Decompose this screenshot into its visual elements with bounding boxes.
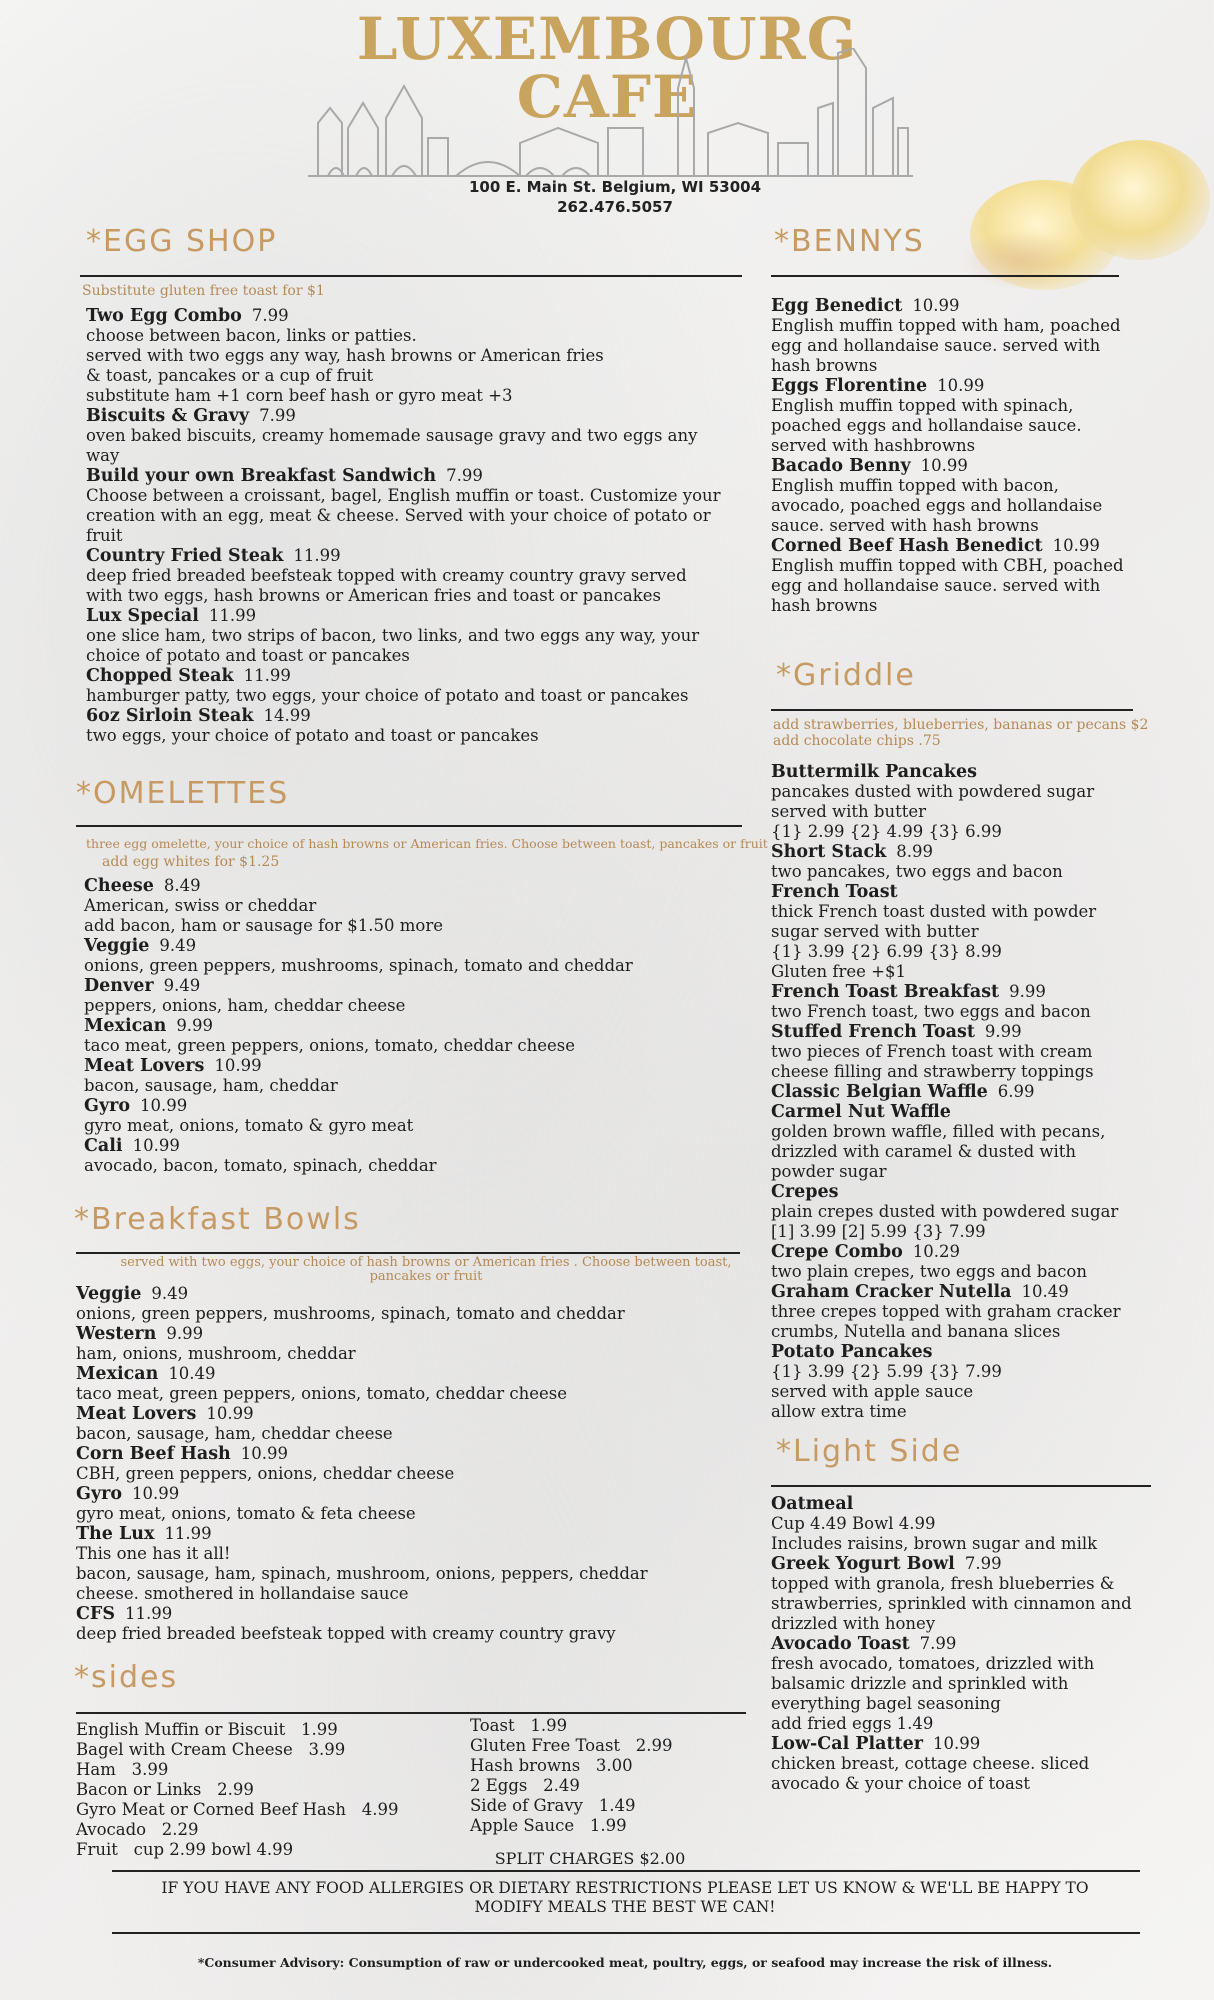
item-description: two pancakes, two eggs and bacon — [771, 862, 1063, 881]
item-name: Cheese — [84, 876, 154, 896]
menu-item — [86, 546, 746, 606]
item-name: Corn Beef Hash — [76, 1444, 231, 1464]
menu-item — [771, 1082, 1191, 1102]
menu-item — [84, 876, 744, 936]
side-item: Ham 3.99 — [76, 1760, 169, 1779]
menu-item — [76, 1604, 740, 1644]
menu-item — [76, 1484, 740, 1524]
menu-item — [771, 1494, 1191, 1554]
item-name: Meat Lovers — [84, 1056, 205, 1076]
item-description: three crepes topped with graham cracker crumbs, Nutella and banana slices — [771, 1302, 1121, 1341]
item-description: deep fried breaded beefsteak topped with creamy country gravy — [76, 1624, 616, 1643]
split-charges: SPLIT CHARGES $2.00 — [494, 1849, 686, 1868]
item-name: Bacado Benny — [771, 456, 911, 476]
item-price: 9.99 — [176, 1016, 214, 1035]
item-name: Mexican — [76, 1364, 159, 1384]
menu-item — [771, 1102, 1191, 1182]
item-price: 7.99 — [964, 1554, 1002, 1573]
item-price: 11.99 — [243, 666, 291, 685]
item-name: The Lux — [76, 1524, 155, 1544]
side-item: Gluten Free Toast 2.99 — [470, 1736, 673, 1755]
griddle-note: add strawberries, blueberries, bananas or pecans $2 add chocolate chips .75 — [773, 717, 1149, 749]
sides-rule — [76, 1712, 746, 1714]
item-name: Cali — [84, 1136, 123, 1156]
item-price: 8.49 — [163, 876, 201, 895]
item-price: 10.49 — [1021, 1282, 1069, 1301]
menu-item — [771, 762, 1191, 842]
egg-shop-title: *EGG SHOP — [86, 224, 278, 259]
item-price: 10.99 — [912, 296, 960, 315]
item-name: Crepe Combo — [771, 1242, 903, 1262]
side-item: Fruit cup 2.99 bowl 4.99 — [76, 1840, 294, 1859]
logo-line-2: CAFE — [516, 63, 698, 131]
item-price: 10.99 — [240, 1444, 289, 1463]
side-item: Toast 1.99 — [470, 1716, 568, 1735]
item-description: CBH, green peppers, onions, cheddar cheese — [76, 1464, 455, 1483]
item-price: 9.49 — [151, 1284, 189, 1303]
sides-right-list — [470, 1716, 730, 1836]
eggs-benedict-photo — [960, 140, 1214, 320]
bennys-list — [771, 296, 1181, 616]
omelettes-note: three egg omelette, your choice of hash browns or American fries. Choose between toast, pancakes or fruit — [86, 836, 768, 851]
menu-item — [76, 1324, 740, 1364]
item-description: American, swiss or cheddar add bacon, ham or sausage for $1.50 more — [84, 896, 444, 935]
item-description: golden brown waffle, filled with pecans, drizzled with caramel & dusted with powder sugar — [771, 1122, 1106, 1181]
item-description: English muffin topped with CBH, poached egg and hollandaise sauce. served with hash browns — [771, 556, 1124, 615]
item-description: chicken breast, cottage cheese. sliced avocado & your choice of toast — [771, 1754, 1090, 1793]
item-name: Western — [76, 1324, 157, 1344]
item-name: Oatmeal — [771, 1494, 854, 1514]
omelettes-rule — [76, 825, 742, 827]
egg-shop-rule — [80, 275, 742, 277]
item-description: onions, green peppers, mushrooms, spinach, tomato and cheddar — [76, 1304, 625, 1323]
address: 100 E. Main St. Belgium, WI 53004 — [468, 178, 762, 196]
breakfast-bowls-note: served with two eggs, your choice of hash browns or American fries . Choose between toast, pancakes or fruit — [120, 1255, 732, 1284]
menu-item — [771, 1342, 1191, 1422]
item-name: Meat Lovers — [76, 1404, 197, 1424]
menu-item — [771, 1182, 1191, 1242]
item-price: 9.99 — [984, 1022, 1022, 1041]
item-name: Potato Pancakes — [771, 1342, 933, 1362]
item-name: 6oz Sirloin Steak — [86, 706, 254, 726]
item-description: peppers, onions, ham, cheddar cheese — [84, 996, 406, 1015]
item-description: bacon, sausage, ham, cheddar cheese — [76, 1424, 393, 1443]
griddle-title: *Griddle — [776, 658, 916, 693]
item-price: 10.49 — [168, 1364, 216, 1383]
item-description: two plain crepes, two eggs and bacon — [771, 1262, 1087, 1281]
menu-item — [771, 882, 1191, 982]
item-description: two eggs, your choice of potato and toast or pancakes — [86, 726, 539, 745]
item-price: 11.99 — [125, 1604, 173, 1623]
item-name: Classic Belgian Waffle — [771, 1082, 988, 1102]
item-price: 14.99 — [263, 706, 311, 725]
item-description: pancakes dusted with powdered sugar served with butter {1} 2.99 {2} 4.99 {3} 6.99 — [771, 782, 1095, 841]
item-description: gyro meat, onions, tomato & feta cheese — [76, 1504, 416, 1523]
item-name: Low-Cal Platter — [771, 1734, 923, 1754]
item-description: oven baked biscuits, creamy homemade sausage gravy and two eggs any way — [86, 426, 698, 465]
item-price: 10.99 — [132, 1484, 180, 1503]
item-description: taco meat, green peppers, onions, tomato, cheddar cheese — [76, 1384, 567, 1403]
item-price: 6.99 — [997, 1082, 1035, 1101]
menu-item — [86, 306, 746, 406]
item-description: ham, onions, mushroom, cheddar — [76, 1344, 356, 1363]
omelettes-egg-whites-note: add egg whites for $1.25 — [102, 854, 280, 870]
logo-line-1: LUXEMBOURG — [356, 5, 858, 73]
menu-item — [84, 1056, 744, 1096]
menu-item — [84, 936, 744, 976]
menu-item — [771, 376, 1181, 456]
menu-item — [86, 706, 746, 746]
menu-item — [771, 456, 1181, 536]
sides-left-list — [76, 1720, 456, 1860]
side-item: Bagel with Cream Cheese 3.99 — [76, 1740, 346, 1759]
light-side-rule — [771, 1485, 1151, 1487]
breakfast-bowls-title: *Breakfast Bowls — [74, 1202, 361, 1237]
item-price: 7.99 — [919, 1634, 957, 1653]
menu-item — [76, 1364, 740, 1404]
menu-item — [771, 842, 1191, 882]
item-name: Crepes — [771, 1182, 839, 1202]
item-description: plain crepes dusted with powdered sugar [1] 3.99 [2] 5.99 {3} 7.99 — [771, 1202, 1119, 1241]
footer-bottom-rule — [112, 1932, 1140, 1934]
item-price: 10.99 — [1052, 536, 1100, 555]
side-item: Gyro Meat or Corned Beef Hash 4.99 — [76, 1800, 399, 1819]
item-description: two pieces of French toast with cream cheese filling and strawberry toppings — [771, 1042, 1094, 1081]
menu-item — [84, 1016, 744, 1056]
item-description: topped with granola, fresh blueberries & strawberries, sprinkled with cinnamon and drizzled with honey — [771, 1574, 1132, 1633]
item-description: one slice ham, two strips of bacon, two links, and two eggs any way, your choice of potato and toast or pancakes — [86, 626, 700, 665]
item-price: 7.99 — [259, 406, 296, 425]
item-price: 9.49 — [159, 936, 197, 955]
item-price: 11.99 — [293, 546, 341, 565]
item-description: deep fried breaded beefsteak topped with creamy country gravy served with two eggs, hash browns or American fries and toast or pancakes — [86, 566, 687, 605]
item-name: Chopped Steak — [86, 666, 234, 686]
item-name: Veggie — [76, 1284, 142, 1304]
item-name: Carmel Nut Waffle — [771, 1102, 951, 1122]
bennys-rule — [771, 275, 1119, 277]
item-description: gyro meat, onions, tomato & gyro meat — [84, 1116, 414, 1135]
side-item: Bacon or Links 2.99 — [76, 1780, 254, 1799]
item-price: 8.99 — [896, 842, 934, 861]
menu-item — [771, 1242, 1191, 1282]
menu-item — [771, 1282, 1191, 1342]
menu-item — [84, 1096, 744, 1136]
item-description: hamburger patty, two eggs, your choice of potato and toast or pancakes — [86, 686, 689, 705]
footer-top-rule — [112, 1870, 1140, 1872]
menu-item — [86, 466, 746, 546]
item-description: fresh avocado, tomatoes, drizzled with balsamic drizzle and sprinkled with everything bagel seasoning add fried eggs 1.49 — [771, 1654, 1095, 1733]
item-description: thick French toast dusted with powder sugar served with butter {1} 3.99 {2} 6.99 {3} 8.99 Gluten free +$1 — [771, 902, 1097, 981]
item-description: English muffin topped with spinach, poached eggs and hollandaise sauce. served with hashbrowns — [771, 396, 1082, 455]
menu-item — [86, 406, 746, 466]
item-description: avocado, bacon, tomato, spinach, cheddar — [84, 1156, 437, 1175]
bennys-title: *BENNYS — [774, 224, 925, 259]
item-price: 10.99 — [132, 1136, 180, 1155]
item-name: French Toast Breakfast — [771, 982, 1000, 1002]
egg-shop-note: Substitute gluten free toast for $1 — [82, 283, 325, 299]
menu-item — [771, 982, 1191, 1022]
item-name: Biscuits & Gravy — [86, 406, 250, 426]
menu-item — [771, 1554, 1191, 1634]
item-name: French Toast — [771, 882, 898, 902]
item-price: 9.99 — [1009, 982, 1046, 1001]
item-description: This one has it all! bacon, sausage, ham, spinach, mushroom, onions, peppers, cheddar cheese. smothered in hollandaise sauce — [76, 1544, 648, 1603]
menu-item — [86, 666, 746, 706]
item-description: two French toast, two eggs and bacon — [771, 1002, 1091, 1021]
item-price: 11.99 — [164, 1524, 212, 1543]
item-name: Gyro — [84, 1096, 131, 1116]
sides-title: *sides — [74, 1660, 179, 1695]
item-name: CFS — [76, 1604, 115, 1624]
item-price: 10.99 — [932, 1734, 981, 1753]
breakfast-bowls-rule — [76, 1252, 740, 1254]
light-side-list — [771, 1494, 1191, 1794]
item-description: {1} 3.99 {2} 5.99 {3} 7.99 served with apple sauce allow extra time — [771, 1362, 1002, 1421]
item-name: Two Egg Combo — [86, 306, 242, 326]
item-name: Buttermilk Pancakes — [771, 762, 977, 782]
menu-item — [76, 1284, 740, 1324]
side-item: English Muffin or Biscuit 1.99 — [76, 1720, 338, 1739]
menu-item — [771, 296, 1181, 376]
item-name: Mexican — [84, 1016, 167, 1036]
item-description: English muffin topped with bacon, avocado, poached eggs and hollandaise sauce. served with hash browns — [771, 476, 1103, 535]
item-name: Lux Special — [86, 606, 199, 626]
consumer-advisory: *Consumer Advisory: Consumption of raw or undercooked meat, poultry, eggs, or seafood may increase the risk of illness. — [197, 1955, 1053, 1970]
light-side-title: *Light Side — [776, 1434, 963, 1469]
menu-item — [76, 1444, 740, 1484]
item-description: Cup 4.49 Bowl 4.99 Includes raisins, brown sugar and milk — [771, 1514, 1098, 1553]
item-description: English muffin topped with ham, poached egg and hollandaise sauce. served with hash browns — [771, 316, 1121, 375]
menu-item — [84, 1136, 744, 1176]
item-price: 9.99 — [166, 1324, 204, 1343]
allergy-notice: IF YOU HAVE ANY FOOD ALLERGIES OR DIETARY RESTRICTIONS PLEASE LET US KNOW & WE'LL BE HAPPY TO MODIFY MEALS THE BEST WE CAN! — [161, 1879, 1089, 1916]
item-name: Build your own Breakfast Sandwich — [86, 466, 437, 486]
menu-item — [84, 976, 744, 1016]
side-item: Apple Sauce 1.99 — [470, 1816, 627, 1835]
menu-item — [771, 1022, 1191, 1082]
item-price: 10.29 — [912, 1242, 961, 1261]
item-name: Gyro — [76, 1484, 123, 1504]
item-name: Graham Cracker Nutella — [771, 1282, 1012, 1302]
egg-shop-list — [86, 306, 746, 746]
item-price: 10.99 — [214, 1056, 262, 1075]
side-item: Hash browns 3.00 — [470, 1756, 633, 1775]
menu-item — [86, 606, 746, 666]
item-price: 10.99 — [140, 1096, 188, 1115]
item-price: 10.99 — [206, 1404, 254, 1423]
item-name: Greek Yogurt Bowl — [771, 1554, 955, 1574]
griddle-rule — [771, 709, 1133, 711]
side-item: Avocado 2.29 — [76, 1820, 199, 1839]
side-item: Side of Gravy 1.49 — [470, 1796, 636, 1815]
item-price: 7.99 — [251, 306, 289, 325]
omelettes-title: *OMELETTES — [76, 776, 290, 811]
item-description: Choose between a croissant, bagel, English muffin or toast. Customize your creation with an egg, meat & cheese. Served with your choice of potato or fruit — [86, 486, 721, 545]
side-item: 2 Eggs 2.49 — [470, 1776, 580, 1795]
item-description: choose between bacon, links or patties. served with two eggs any way, hash browns or American fries & toast, pancakes or a cup of fruit substitute ham +1 corn beef hash or gyro meat +3 — [86, 326, 604, 405]
item-price: 11.99 — [208, 606, 257, 625]
item-description: taco meat, green peppers, onions, tomato, cheddar cheese — [84, 1036, 575, 1055]
item-price: 10.99 — [937, 376, 985, 395]
item-name: Denver — [84, 976, 154, 996]
breakfast-bowls-list — [76, 1284, 740, 1644]
menu-item — [771, 1734, 1191, 1794]
menu-item — [76, 1524, 740, 1604]
item-name: Corned Beef Hash Benedict — [771, 536, 1043, 556]
item-name: Stuffed French Toast — [771, 1022, 975, 1042]
item-price: 9.49 — [163, 976, 201, 995]
menu-item — [76, 1404, 740, 1444]
item-description: bacon, sausage, ham, cheddar — [84, 1076, 338, 1095]
item-price: 7.99 — [446, 466, 483, 485]
omelettes-list — [84, 876, 744, 1176]
menu-item — [771, 536, 1181, 616]
item-price: 10.99 — [920, 456, 968, 475]
skyline-illustration — [308, 48, 913, 180]
item-name: Short Stack — [771, 842, 887, 862]
item-name: Veggie — [84, 936, 150, 956]
phone-number: 262.476.5057 — [557, 198, 673, 216]
item-name: Avocado Toast — [771, 1634, 910, 1654]
item-name: Country Fried Steak — [86, 546, 284, 566]
menu-item — [771, 1634, 1191, 1734]
item-name: Egg Benedict — [771, 296, 903, 316]
griddle-list — [771, 762, 1191, 1422]
item-name: Eggs Florentine — [771, 376, 928, 396]
item-description: onions, green peppers, mushrooms, spinach, tomato and cheddar — [84, 956, 633, 975]
